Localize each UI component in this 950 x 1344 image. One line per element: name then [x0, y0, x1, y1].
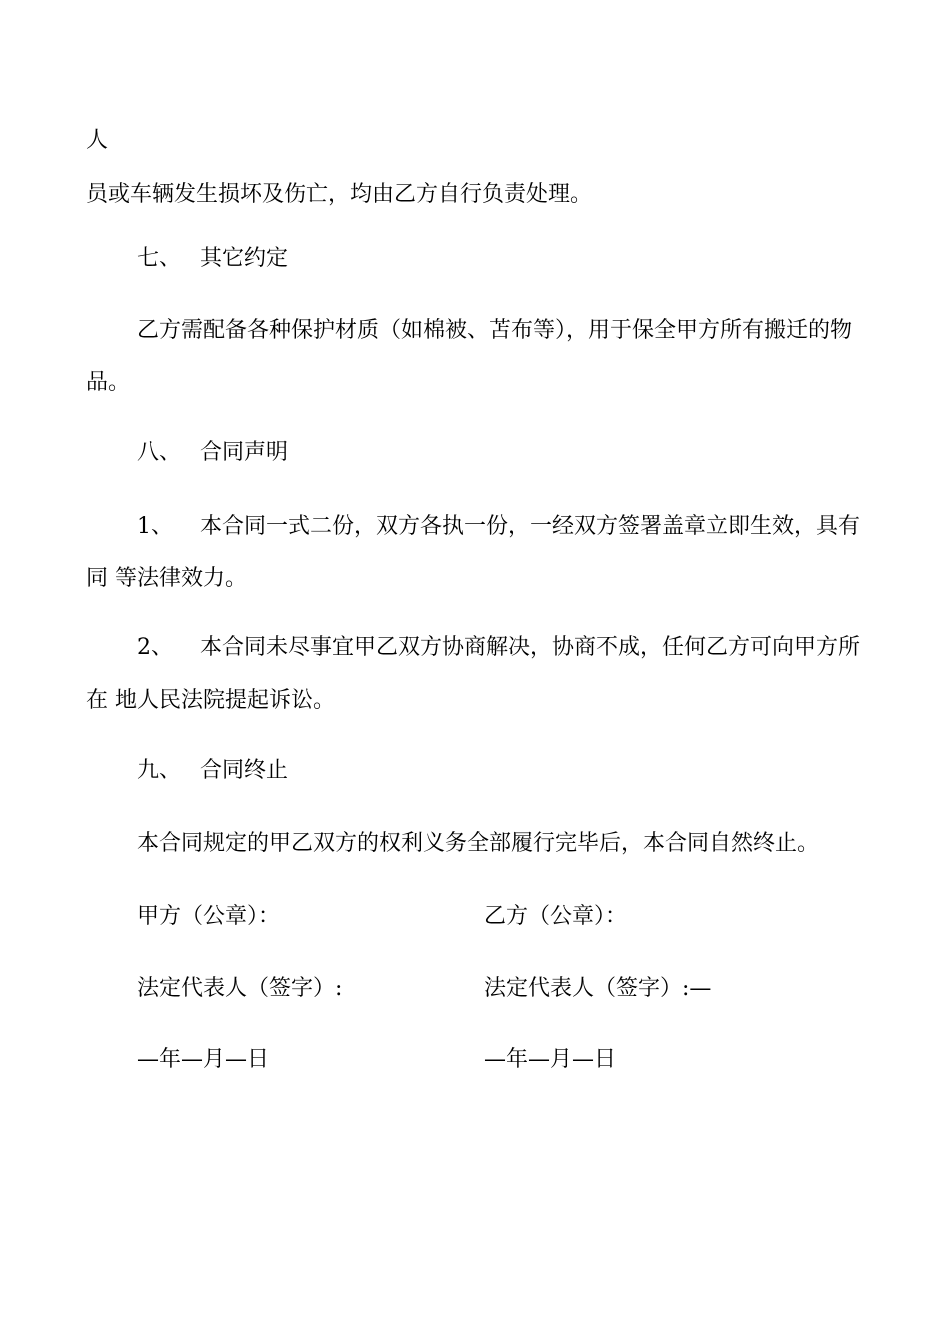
section-number: 八、	[137, 440, 182, 465]
text-line: 本合同一式二份，双方各执一份，一经双方签署盖章立即生效，具有	[200, 514, 861, 539]
party-a-seal: 甲方（公章）：	[137, 904, 281, 929]
text-line: 人	[86, 128, 109, 153]
item-number: 2、	[137, 635, 173, 660]
section-heading: 合同终止	[200, 758, 289, 783]
party-b-representative: 法定代表人（签字）:—	[484, 976, 712, 1001]
text-line: 本合同规定的甲乙双方的权利义务全部履行完毕后，本合同自然终止。	[137, 831, 820, 856]
text-line: 本合同未尽事宜甲乙双方协商解决，协商不成，任何乙方可向甲方所	[200, 635, 861, 660]
text-line: 品。	[86, 370, 131, 395]
party-a-representative: 法定代表人（签字）:	[137, 976, 343, 1001]
text-line: 在 地人民法院提起诉讼。	[86, 688, 335, 713]
text-line: 员或车辆发生损坏及伤亡，均由乙方自行负责处理。	[86, 182, 593, 207]
party-b-seal: 乙方（公章）：	[484, 904, 628, 929]
section-heading: 合同声明	[200, 440, 289, 465]
party-a-date: —年—月—日	[137, 1047, 270, 1072]
text-line: 同 等法律效力。	[86, 566, 247, 591]
party-b-date: —年—月—日	[484, 1047, 617, 1072]
text-line: 乙方需配备各种保护材质（如棉被、苫布等），用于保全甲方所有搬迁的物	[137, 318, 853, 343]
section-number: 七、	[137, 246, 182, 271]
section-heading: 其它约定	[200, 246, 289, 271]
item-number: 1、	[137, 514, 173, 539]
section-number: 九、	[137, 758, 182, 783]
